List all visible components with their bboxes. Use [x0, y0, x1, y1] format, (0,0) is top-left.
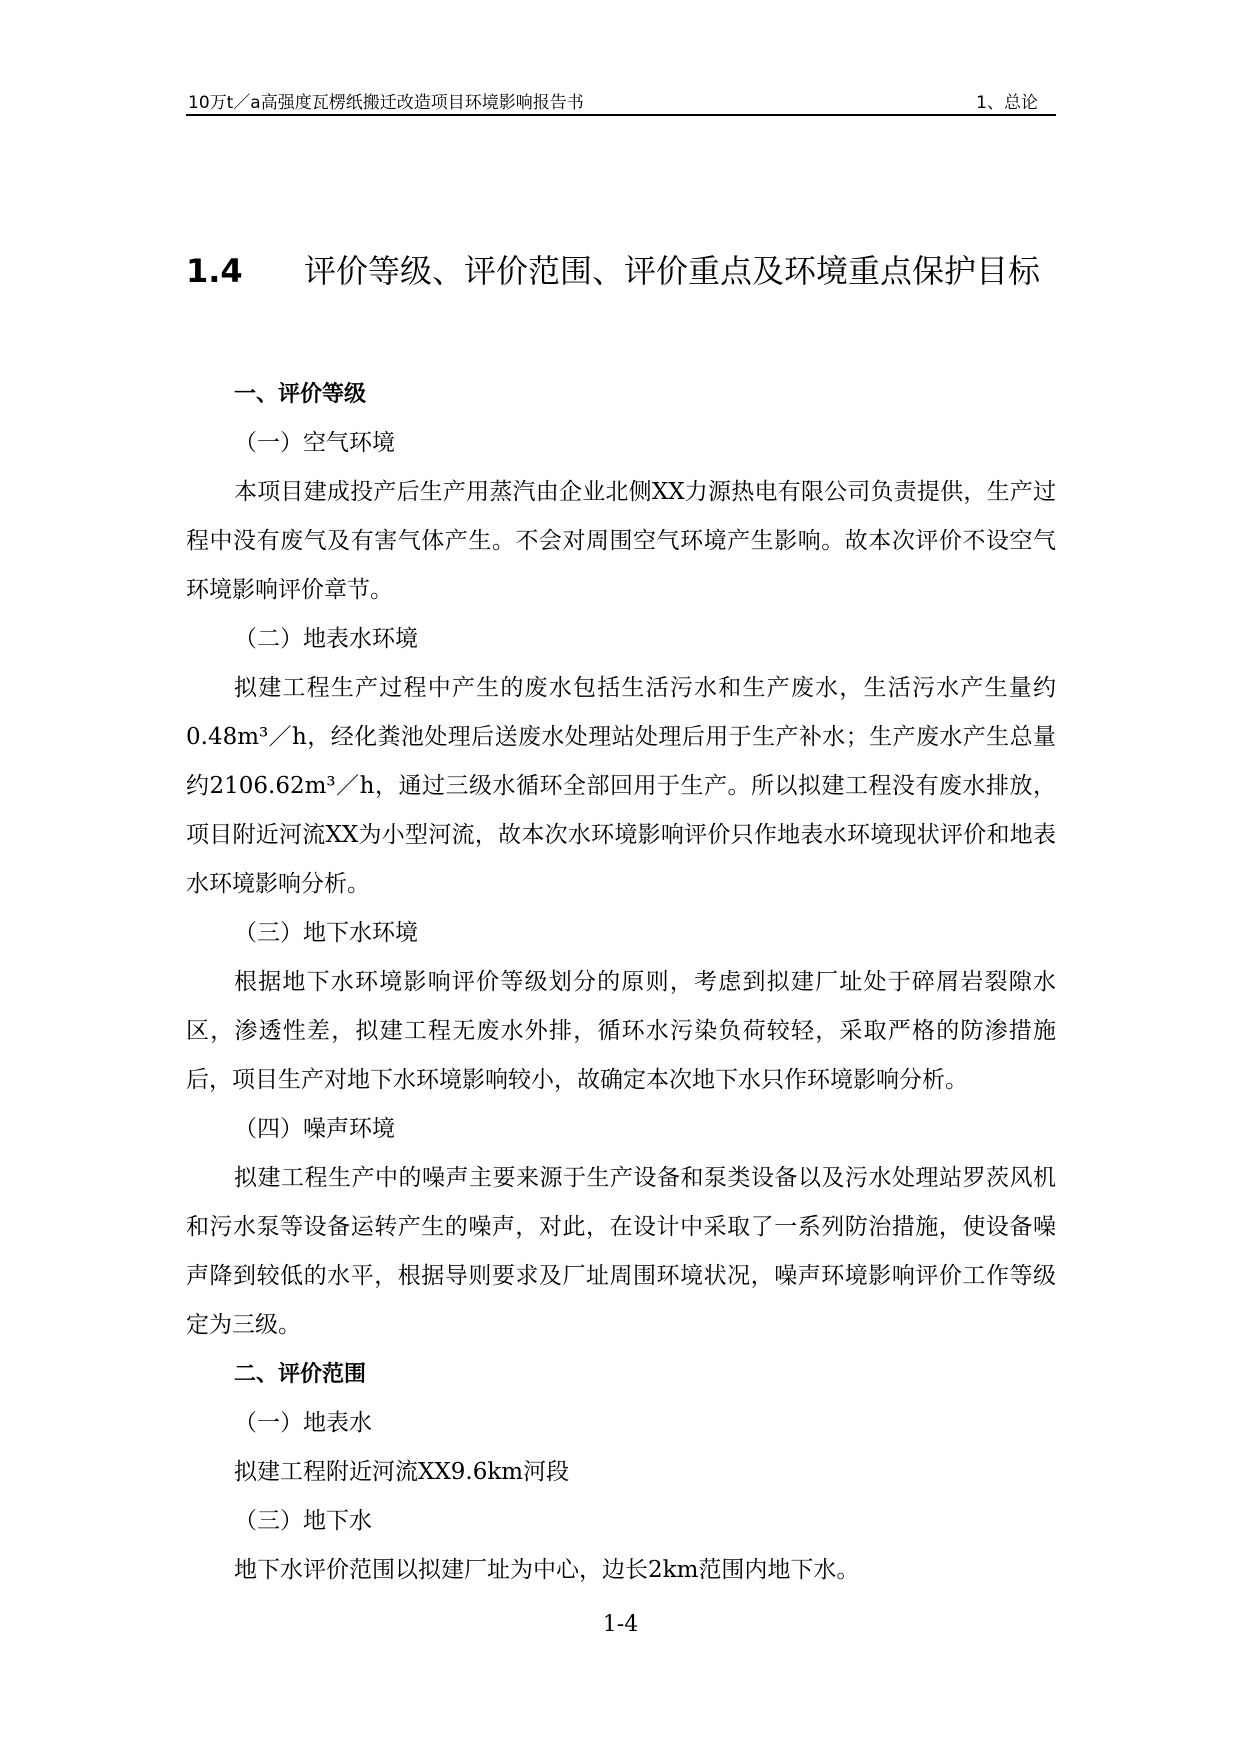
subheading-scope-groundwater: （三）地下水: [234, 1508, 372, 1534]
heading-evaluation-grade: 一、评价等级: [234, 382, 367, 407]
page-number: 1-4: [602, 1612, 639, 1637]
subheading-air: （一）空气环境: [234, 430, 395, 456]
paragraph-surface-water: 拟建工程生产过程中产生的废水包括生活污水和生产废水，生活污水产生量约0.48m³／h，经化粪池处理后送废水处理站处理后用于生产补水；生产废水产生总量约2106.62m³／h，通过三级水循环全部回用于生产。所以拟建工程没有废水排放，项目附近河流XX为小型河流，故本次水环境影响评价只作地表水环境现状评价和地表水环境影响分析。: [186, 675, 1056, 897]
paragraph-scope-surface-water: 拟建工程附近河流XX9.6km河段: [234, 1459, 570, 1485]
paragraph-scope-groundwater: 地下水评价范围以拟建厂址为中心，边长2km范围内地下水。: [234, 1557, 860, 1583]
document-body: [186, 370, 1056, 1595]
paragraph-groundwater: 根据地下水环境影响评价等级划分的原则，考虑到拟建厂址处于碎屑岩裂隙水区，渗透性差，拟建工程无废水外排，循环水污染负荷较轻，采取严格的防渗措施后，项目生产对地下水环境影响较小，故确定本次地下水只作环境影响分析。: [186, 969, 1056, 1093]
subheading-surface-water: （二）地表水环境: [234, 626, 418, 652]
section-number: 1.4: [186, 252, 243, 290]
paragraph-air: 本项目建成投产后生产用蒸汽由企业北侧XX力源热电有限公司负责提供，生产过程中没有废气及有害气体产生。不会对周围空气环境产生影响。故本次评价不设空气环境影响评价章节。: [186, 479, 1056, 603]
paragraph-noise: 拟建工程生产中的噪声主要来源于生产设备和泵类设备以及污水处理站罗茨风机和污水泵等设备运转产生的噪声，对此，在设计中采取了一系列防治措施，使设备噪声降到较低的水平，根据导则要求及厂址周围环境状况，噪声环境影响评价工作等级定为三级。: [186, 1165, 1056, 1338]
subheading-scope-surface-water: （一）地表水: [234, 1410, 372, 1436]
heading-evaluation-scope: 二、评价范围: [234, 1362, 367, 1387]
header-document-title: 10万t／a高强度瓦楞纸搬迁改造项目环境影响报告书: [188, 93, 584, 113]
subheading-groundwater: （三）地下水环境: [234, 920, 418, 946]
header-chapter: 1、总论: [976, 93, 1038, 113]
section-heading: [186, 232, 1056, 310]
subheading-noise: （四）噪声环境: [234, 1116, 395, 1142]
section-title-text: 评价等级、评价范围、评价重点及环境重点保护目标: [304, 252, 1041, 290]
running-header: [186, 86, 1056, 116]
